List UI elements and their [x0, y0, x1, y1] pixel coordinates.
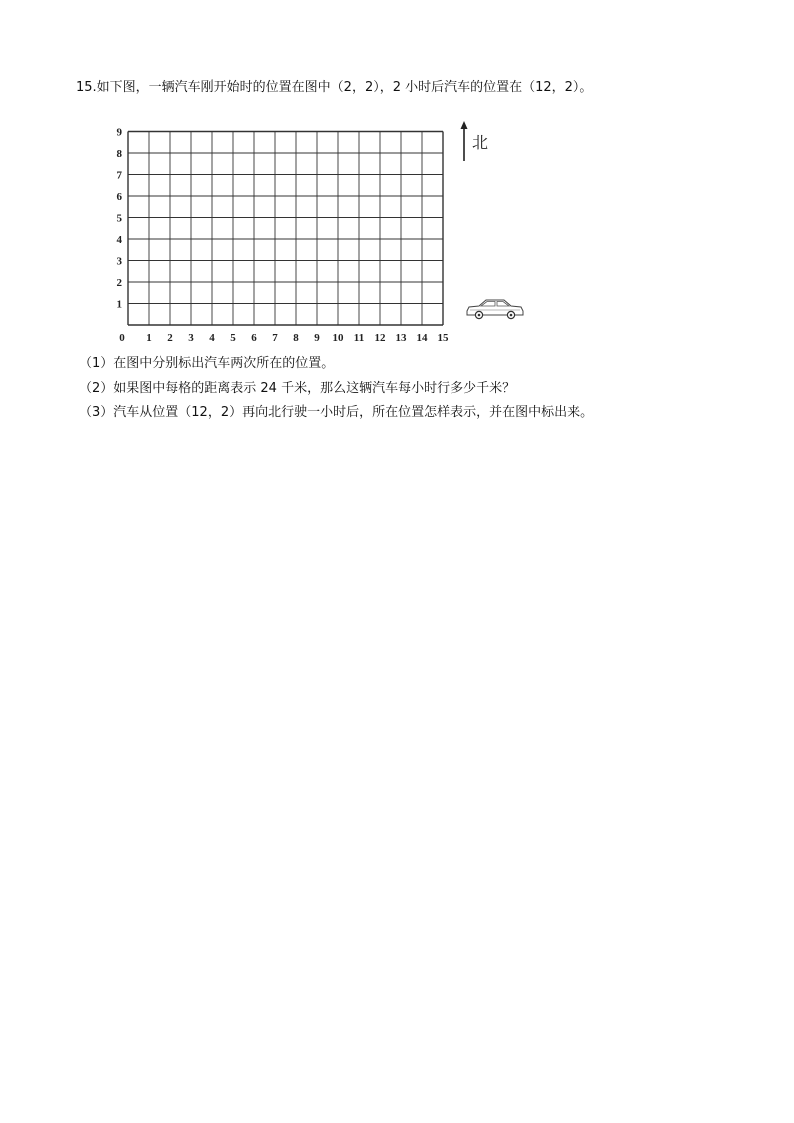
sub-question-3: （3）汽车从位置（12，2）再向北行驶一小时后，所在位置怎样表示，并在图中标出来。 [79, 405, 594, 420]
y-axis-tick-labels [117, 127, 123, 311]
x-tick-label: 12 [374, 332, 386, 344]
north-label: 北 [472, 133, 489, 152]
sub-question-2: （2）如果图中每格的距离表示 24 千米，那么这辆汽车每小时行多少千米？ [79, 380, 516, 396]
x-tick-label: 4 [209, 332, 215, 344]
x-tick-label: 11 [353, 332, 365, 344]
car-icon [467, 300, 523, 319]
y-tick-label: 5 [116, 212, 122, 225]
y-tick-label: 4 [116, 234, 122, 246]
y-tick-label: 7 [116, 169, 122, 182]
x-tick-label: 5 [230, 332, 236, 344]
x-tick-label: 7 [272, 332, 278, 344]
y-tick-label: 8 [116, 148, 122, 160]
question-stem: 15.如下图，一辆汽车刚开始时的位置在图中（2，2），2 小时后汽车的位置在（12，2）。 [76, 80, 593, 95]
x-tick-label: 14 [416, 332, 428, 344]
x-tick-label: 8 [293, 332, 299, 344]
sub-questions [79, 352, 593, 426]
x-axis-tick-labels [119, 332, 449, 344]
coordinate-grid-figure [110, 118, 530, 344]
x-tick-label: 9 [314, 332, 320, 344]
x-tick-label: 1 [146, 332, 152, 344]
x-tick-label: 2 [167, 332, 173, 344]
x-tick-label: 6 [251, 332, 257, 344]
x-tick-label: 3 [188, 332, 194, 344]
y-tick-label: 2 [116, 277, 122, 289]
x-tick-label: 10 [332, 332, 344, 344]
north-arrow-icon [461, 121, 468, 161]
x-tick-label: 15 [437, 332, 449, 344]
y-tick-label: 9 [116, 126, 122, 139]
x-tick-label: 13 [395, 332, 407, 344]
grid-lines [128, 132, 443, 326]
x-tick-label: 0 [119, 332, 125, 344]
sub-question-1: （1）在图中分别标出汽车两次所在的位置。 [79, 356, 335, 371]
y-tick-label: 3 [116, 255, 122, 268]
y-tick-label: 1 [116, 298, 122, 311]
coordinate-grid [110, 118, 530, 344]
y-tick-label: 6 [116, 191, 122, 203]
